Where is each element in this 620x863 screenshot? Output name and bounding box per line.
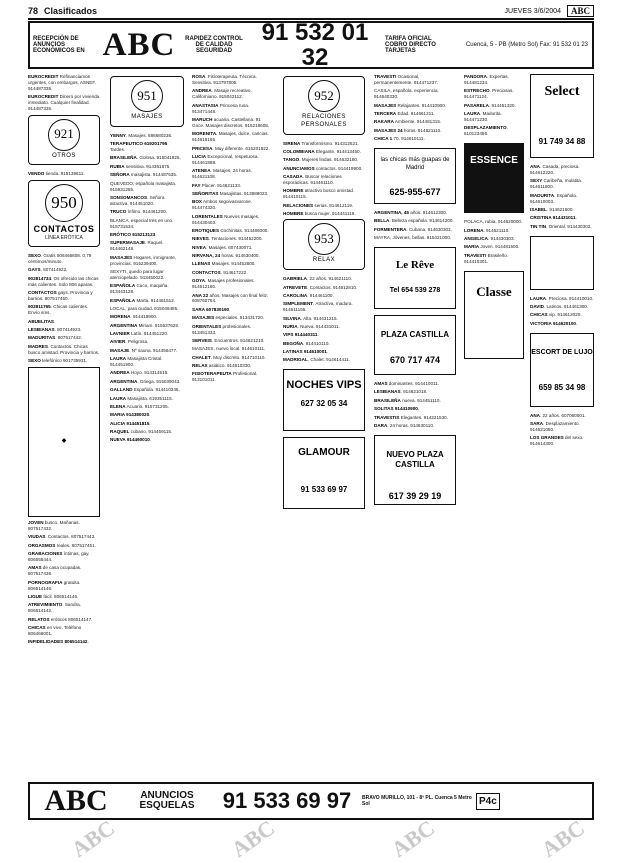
classified-ad: CASADA. Buscar relaciones esporádicas. 914461110.	[283, 174, 342, 185]
classified-ad: MASAJE. Nº sauna. 914456477.	[110, 347, 178, 353]
banner-brand: ABC	[102, 26, 176, 63]
classified-ad: LATINAS 914610001.	[283, 349, 329, 355]
classe-title: Classe	[476, 283, 512, 299]
classified-ad: SEXO telefónico 901735931.	[28, 358, 88, 364]
watermark-3: ABC	[386, 815, 440, 863]
classified-ad: RAKARA Ambiente. 914481315.	[374, 119, 442, 125]
classified-ad: GABRIELA. 22 años. 914621110.	[283, 276, 353, 282]
classified-ad: GOYA. Masajes profesionales. 914612180.	[192, 278, 255, 290]
section-950-sub: LÍNEA ERÓTICA	[45, 235, 83, 242]
chicas-text: las chicas más guapas de Madrid	[380, 157, 450, 171]
nuevo-plaza-phone: 617 39 29 19	[388, 490, 442, 501]
banner-phone: 91 532 01 32	[261, 18, 369, 71]
classified-ad: ANGELICA. 914430303.	[464, 236, 515, 241]
classified-ad: FISIOTERAPEUTA Profesional. 913101011.	[192, 371, 258, 383]
classified-ad: ERÓTICO 615213123.	[110, 231, 157, 237]
classified-ad: LUCIA Excepcional, respetuosa. 914461888.	[192, 154, 259, 165]
classified-ad: SEÑORA masajista. 914487535.	[110, 172, 178, 178]
classified-ad: CASILA, española, experiencia. 914640330.	[374, 88, 439, 100]
classified-ad: QUEVEDO, española masajista. 915931285.	[110, 180, 177, 192]
classified-ad: MARIA Joven. 914481500.	[464, 244, 520, 250]
plaza-phone: 670 717 474	[389, 354, 441, 365]
col7-list-c	[530, 413, 594, 448]
classified-ad: FORMENTERA. Cubana. 914630303.	[374, 226, 452, 232]
classified-ad: GRABACIONES íntimas, gay. 806555444.	[28, 551, 90, 562]
classified-ad: TRAVESTI Brasileño. 914410301.	[464, 252, 509, 264]
classified-ad: EUROCREDIT Dinero por vivienda inmediato. Cualquier finalidad. 914487335.	[28, 94, 100, 112]
classified-ad: ROSA. Fisioterapeuta. Técnica. Sensitiva. 913797805.	[192, 74, 257, 85]
col6-list-a	[464, 74, 524, 137]
select-title: Select	[544, 84, 580, 99]
classified-ad: ESPAÑOLA Marta. 914481512.	[110, 297, 176, 303]
classified-ad: LAURA. Preciosa. 914410010.	[530, 295, 594, 301]
classified-ad: ARGENTINA Miriam. 915537629.	[110, 322, 180, 328]
noches-phone: 627 32 05 34	[300, 398, 348, 408]
classified-ad: ELENA Acuario. 915731205.	[110, 403, 169, 409]
classified-ad: LAVNIER Latín. 914451220.	[110, 331, 169, 337]
classified-ad: BRASILEÑA. Golosa. 915041925.	[110, 155, 181, 161]
classified-ad: SOLITAS 914410900.	[374, 406, 420, 412]
classified-ad: ALICIA 914451815.	[110, 420, 151, 426]
classified-ad: SEXYTI, quedo para lugar aterciopelado. 913450022.	[110, 268, 165, 280]
classified-ad: MASAJES, nuevo local. 914610111.	[192, 346, 266, 352]
classified-ad: PANDORA. Expertas. 914481234.	[464, 74, 509, 85]
nuevo-plaza-title: NUEVO PLAZA CASTILLA	[386, 449, 444, 470]
classified-ad: CAROLINA. 914461100.	[283, 292, 334, 298]
classified-ad: ANDREA. Masaje recreativo. Californiano. 915042112.	[192, 88, 252, 100]
classified-ad: HOMBRE atractivo busco amistad. 914410115.	[283, 188, 355, 200]
classified-ad: VICTORIA 914620100.	[530, 320, 578, 326]
classified-ad: MARIA 914380020.	[110, 412, 151, 418]
ad-select	[530, 74, 594, 158]
classified-ad: LOCAL, para ciudad. 915046485.	[110, 305, 179, 311]
section-953-name: RELAX	[312, 257, 336, 264]
classified-ad: ANA. Casada, preciosa. 914612220.	[530, 164, 580, 175]
col4-list-a	[283, 141, 365, 217]
col5-list-c	[374, 381, 456, 429]
classified-ad: BLANCA, especial tres en uno. 915731534.	[110, 217, 174, 229]
col7-list-a	[530, 164, 594, 230]
classified-ad: TERAPEUTICO 619201795. Tardes.	[110, 141, 169, 153]
glamour-phone: 91 533 69 97	[300, 485, 348, 495]
classified-ad: SIRENA Transformismo. 914312521.	[283, 140, 359, 146]
classified-ad: MORENITA. Masajes, dulce, caricias. 914615165.	[192, 131, 269, 143]
ad-col7-mid	[530, 236, 594, 290]
classified-ad: VIPS 914440311.	[283, 332, 319, 338]
classified-ad: AIVIER. Peligrosa.	[110, 339, 149, 345]
classified-ad: HOMBRE busca mujer. 914441119.	[283, 211, 356, 217]
col1-list-b	[28, 520, 100, 645]
classified-ad: EUROCREDIT Refinanciamos urgentes, con embargos, ASNEF. 914487335.	[28, 74, 96, 91]
classified-ad: NIVEA. Masajes. 607430071.	[192, 244, 253, 250]
classified-ad: ORGASMOS reales. 807517451.	[28, 542, 96, 548]
classified-ad: SUPERMASAJE. Raquel. 914462148.	[110, 240, 164, 252]
watermark-2: ABC	[226, 815, 280, 863]
classified-ad: ANA. 22 años. 607060001.	[530, 412, 586, 418]
section-952-number: 952	[308, 80, 340, 112]
col3-list	[192, 74, 274, 383]
classified-ad: MARUCH acuaria. Castellana. 91 Goce. Masajes discretos. 915218608.	[192, 116, 270, 128]
rejeve-title: Le Rêve	[395, 259, 435, 272]
select-phone: 91 749 34 88	[538, 137, 586, 147]
classified-ad: TIN TIN. Oriental. 914430302.	[530, 223, 592, 229]
banner-left: RECEPCIÓN DE ANUNCIOS ECONÓMICOS EN	[33, 35, 85, 55]
classified-ad: ANA 22 años. Masajes con final feliz. 608760764.	[192, 292, 269, 304]
column-6	[464, 74, 524, 760]
classified-ad: BELLA. Belleza española. 914614200.	[374, 218, 454, 224]
classified-ad: ABUELITAS.	[28, 318, 56, 324]
escort-phone: 659 85 34 98	[538, 382, 586, 392]
classified-ad: MASAJES 24 horas. 914621110.	[374, 127, 442, 133]
classified-ad: CRISTINA 914431011.	[530, 215, 577, 221]
col4-list-b	[283, 276, 365, 363]
classified-ad: YENNY. Masajes. 686680236.	[110, 132, 173, 138]
classified-ad: AMAS dominantes. 914410011.	[374, 381, 440, 387]
classified-ad: COLOMBIANA Elegante. 914413450.	[283, 148, 361, 154]
section-950-number: 950	[45, 184, 83, 222]
classified-ad: LESBIANAS. 807414923.	[28, 326, 82, 332]
section-952-name: RELACIONES PERSONALES	[301, 114, 347, 128]
column-4	[283, 74, 365, 760]
classified-ad: SEÑORITAS Masajistas. 913888023.	[192, 191, 269, 197]
classified-ad: NURIA. Nueva. 914431011.	[283, 323, 340, 329]
col7-list-b	[530, 296, 594, 327]
ad-plaza-castilla	[374, 315, 456, 375]
classified-ad: ANUNCIAMOS contactos. 914419900.	[283, 165, 363, 171]
ad-noches-vips	[283, 369, 365, 431]
section-921-name: OTROS	[52, 152, 76, 159]
col2-list	[110, 133, 184, 443]
section-952	[283, 76, 365, 135]
column-2	[110, 74, 184, 760]
classified-ad: FAY Placer. 914621133.	[192, 182, 242, 188]
glamour-title: GLAMOUR	[298, 447, 350, 459]
col5-list-b	[374, 210, 456, 241]
classified-ad: MADRES. Contactos. Chicas busco amistad. Provincia y barrios.	[28, 343, 100, 355]
chicas-phone: 625-955-677	[389, 186, 441, 197]
classified-ad: CONTACTOS. 914617222.	[192, 269, 248, 275]
classified-ad: NIEVES. Tentaciones. 914452200.	[192, 236, 263, 242]
classified-ad: LORENTALES Nuevos masajes. 914430403.	[192, 213, 260, 225]
classified-ad: CHALET. Muy discreto. 914710110.	[192, 354, 266, 360]
classified-ad: NUEVA 914460010.	[110, 437, 152, 443]
classified-ad: TRUCO ínfimo. 914461200.	[110, 209, 167, 215]
section-921	[28, 115, 100, 166]
footer-phone: 91 533 69 97	[222, 788, 352, 813]
classified-ad: ESTRECHO. Preciosas. 914471124.	[464, 88, 514, 100]
classified-ad: TRAVESTI Ocasional, permanentemente. 914471237.	[374, 74, 439, 85]
classified-ad: ESPAÑOLA Cuco, maquiña. 913443128.	[110, 283, 169, 295]
watermark-1: ABC	[66, 815, 120, 863]
classified-ad: PASARELA. 914451320.	[464, 102, 516, 108]
classified-ad: JOVEN busco. Mañanas. 807517432.	[28, 519, 80, 531]
ad-chicas	[374, 148, 456, 204]
col1-mid	[28, 171, 100, 177]
essence-title: ESSENCE	[470, 155, 518, 167]
classified-ad: MADRIGAL. Chalet. 914614411.	[283, 357, 351, 363]
classified-ad: NIRVANA, 24 horas. 914630400.	[192, 253, 260, 259]
footer-brand: ABC	[44, 784, 108, 817]
classified-ad: MAYRA, Jóvenes, bellas. 915421000.	[374, 235, 452, 241]
abc-logo: ABC	[567, 5, 594, 17]
classified-ad: VENDO tienda. 915139811.	[28, 171, 85, 177]
section-950	[28, 180, 100, 247]
classified-ad: BEGOÑA. 914410110.	[283, 340, 330, 346]
watermark-4: ABC	[536, 815, 590, 863]
banner-middle: RAPIDEZ CONTROL DE CALIDAD SEGURIDAD	[185, 35, 243, 55]
classified-ad: PORNOGRAFIA gratuita. 806514146.	[28, 579, 81, 591]
noches-title: NOCHES VIPS	[286, 379, 362, 392]
classified-ad: RELATOS eróticos 806514147.	[28, 616, 93, 622]
classified-ad: GALLAND Española. 914410346.	[110, 387, 180, 393]
rejeve-phone: Tel 654 539 278	[389, 287, 441, 295]
classified-ad: SARA 607830190.	[192, 306, 231, 312]
col6-list-b	[464, 219, 524, 264]
column-1	[28, 74, 100, 760]
footer-banner	[28, 782, 594, 820]
classified-ad: SONSOMANCOS. Señora atractiva. 914451020.	[110, 194, 165, 206]
classified-ad: ARGENTINA. Griega. 915039043.	[110, 378, 181, 384]
classified-ad: MORENA. 914419900.	[110, 314, 158, 320]
classified-ad: BRASILEÑA nueva. 914451110.	[374, 397, 441, 403]
section-953	[283, 219, 365, 270]
ad-le-reve	[374, 247, 456, 309]
classified-ad: BOX Ambos segoivasvarone. 914474320.	[192, 199, 253, 211]
ad-glamour	[283, 437, 365, 509]
classified-ad: SARA. Desplazamiento. 914621050.	[530, 421, 580, 433]
ad-nuevo-plaza	[374, 435, 456, 505]
ad-col1: ◆	[28, 367, 100, 517]
classified-ad: LLENAS Masajes. 914452800.	[192, 261, 256, 267]
col1-list	[28, 253, 100, 364]
classified-ad: ATREVIMIENTO. Sandra. 806514142.	[28, 602, 81, 614]
banner-card: TARIFA OFICIAL COBRO DIRECTO TARJETAS	[385, 35, 436, 55]
classified-ad: RELACIONES serias. 914612119.	[283, 202, 354, 208]
classified-ad: CHICAS en vivo. Teléfono 806466001.	[28, 625, 82, 637]
classified-ad: DESPLAZAMIENTO. 610123456.	[464, 125, 508, 137]
section-951-name: MASAJES	[131, 114, 163, 120]
section-921-number: 921	[48, 119, 80, 151]
plaza-title: PLAZA CASTILLA	[380, 330, 450, 340]
classified-ad: TANGO. Mujeres lindas. 914632180.	[283, 157, 359, 163]
classified-ad: TERCERA Edad. 914661211.	[374, 111, 435, 117]
banner-address: Cuenca, 5 - PB (Metro Sol) Fax: 91 532 01 23	[465, 41, 588, 48]
classified-ad: LORENA. 914621110.	[464, 227, 510, 233]
classified-ad: LESBIANAS. 914621018.	[374, 389, 428, 395]
classified-ad: POLACA, rubia. 914620000.	[464, 219, 523, 225]
classified-ad: INFIDELIDADES 806514142.	[28, 639, 89, 645]
page-header	[28, 4, 594, 20]
classified-ad: CHICAS vip. 914612020.	[530, 312, 582, 318]
classified-ad: MASAJES Hogares, inmigrante, provincias. 915239400.	[110, 254, 177, 266]
classified-ad: ORIENTALES profesionales. 913451333.	[192, 323, 252, 335]
footer-pc: P4c	[476, 793, 500, 810]
classified-ad: VIUDAS. Contactos. 807517443.	[28, 534, 96, 540]
column-7	[530, 74, 594, 760]
classified-ad: CHICA 1.70. 914610111.	[374, 136, 425, 142]
col5-list-a	[374, 74, 456, 142]
reception-banner	[28, 18, 594, 71]
classified-ad: RAQUEL cubano. 914459115.	[110, 428, 173, 434]
classified-ad: MASAJES especiales. 913431720.	[192, 315, 265, 321]
classified-ad: RELAX asiático. 914610330.	[192, 362, 252, 368]
date: JUEVES 3/6/2004	[504, 7, 561, 15]
page-number: 78	[28, 6, 39, 16]
classified-ad: AMAS de casa ocupadas. 807517436.	[28, 565, 82, 577]
classified-ad: PRICESA. Muy diferente. 615201922.	[192, 145, 270, 151]
col1-top	[28, 74, 100, 112]
classified-ad: SEXY Caribeña, mulatita. 914611800.	[530, 178, 583, 190]
classified-ad: EROTIQUES Cochinitas. 914486000.	[192, 228, 269, 234]
classified-ad: GAYS. 807414922.	[28, 267, 68, 273]
classified-ad: ISABEL. 914621500.	[530, 206, 574, 212]
classified-ad: SEXO. Gratis 806466608. 0,79 céntimos/minuto.	[28, 252, 92, 264]
section-951	[110, 76, 184, 127]
classified-ad: LIGUE fácil. 806514146.	[28, 594, 79, 600]
classified-ad: SERVEIS. Encuentros. 914621210.	[192, 337, 265, 343]
classified-ad: SILVINA. Alta. 914431215.	[283, 315, 338, 321]
classified-ad: ANDREA Hoyo. 914314515.	[110, 370, 169, 376]
escort-title: ESCORT DE LUJO	[531, 348, 593, 356]
classified-ad: TRAVESTIS Elegantes. 914221530.	[374, 414, 448, 420]
classified-ad: 902811765. Chicas calientes. Envío sms.	[28, 304, 89, 316]
classified-ad: DAVID. Latinos. 914461300.	[530, 304, 589, 310]
classified-ad: 902814734. Os ofrecido las chicas más calientes. Solo 806 aparas.	[28, 275, 99, 287]
classified-ad: SIMPLEMENT. Atractiva, madura. 914611155.	[283, 301, 353, 313]
classified-ad: ARGENTINA, 45 años. 914612300.	[374, 210, 448, 216]
column-3	[192, 74, 274, 760]
classified-ad: MADURITA. Española. 914610003.	[530, 192, 578, 204]
section-953-number: 953	[308, 223, 340, 255]
section-950-name: CONTACTOS	[33, 223, 95, 234]
classified-ad: ANASTASIA Princesa rusa. 913471448.	[192, 102, 250, 114]
column-5	[374, 74, 456, 760]
classified-ad: ATREVETE. Contactos. 914612810.	[283, 284, 358, 290]
classified-ad: LAURA Masajista Cristal. 914451900.	[110, 356, 163, 368]
classified-ad: ATENEA. Masajes, 24 horas. 914621108.	[192, 168, 252, 180]
classified-ad: CONTACTOS gays. Provincia y barrios. 807517450.	[28, 289, 93, 301]
ad-essence	[464, 143, 524, 213]
section-title: Clasificados	[44, 6, 98, 16]
footer-label: ANUNCIOS ESQUELAS	[139, 790, 195, 811]
footer-address: BRAVO MURILLO, 101 - 8º PL. Cuenca 5 Metro Sol	[362, 795, 472, 807]
classified-ad: MASAJES Relajantes. 914410900.	[374, 102, 447, 108]
classified-ad: MADURITAS. 807517442.	[28, 335, 83, 341]
classified-ad: LOS GRANDES del sexo. 914614300.	[530, 435, 584, 447]
classified-ad: RUBIA sensitiva. 914361875.	[110, 163, 171, 169]
classified-ad: LAURA. Madurita. 914471230.	[464, 111, 502, 122]
ad-escort	[530, 333, 594, 407]
ad-classe	[464, 271, 524, 359]
classified-ad: DARA. 24 horas. 914630110.	[374, 422, 435, 428]
classified-ad: LAURA Masajista. 619351115.	[110, 395, 173, 401]
section-951-number: 951	[131, 80, 163, 112]
